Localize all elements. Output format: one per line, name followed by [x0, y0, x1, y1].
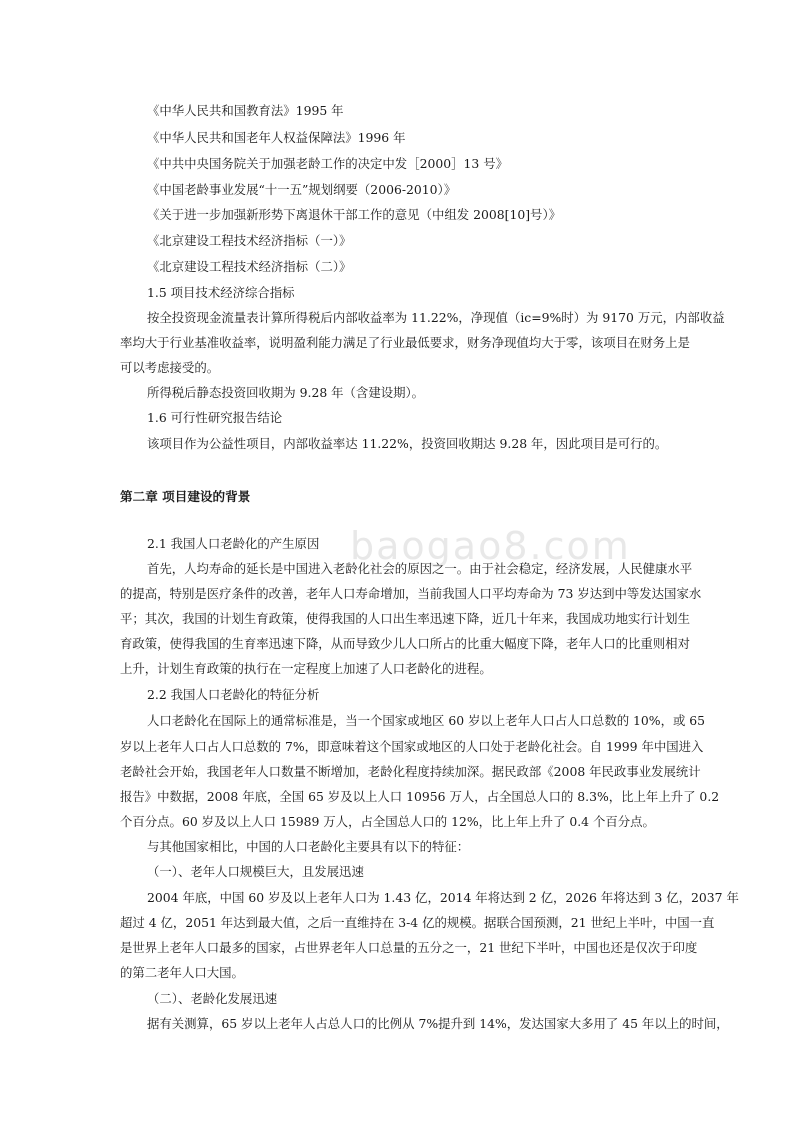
paragraph-line: 按全投资现金流量表计算所得税后内部收益率为 11.22%，净现值（ic=9%时）为 9170 万元，内部收益 [147, 310, 725, 325]
paragraph-line: 平；其次，我国的计划生育政策，使得我国的人口出生率迅速下降，近几十年来，我国成功地实行计划生 [120, 611, 690, 626]
section-title: 2.1 我国人口老龄化的产生原因 [147, 536, 320, 551]
paragraph-line: 超过 4 亿，2051 年达到最大值，之后一直维持在 3-4 亿的规模。据联合国预测，21 世纪上半叶，中国一直 [120, 915, 715, 930]
section-title: 2.2 我国人口老龄化的特征分析 [147, 687, 320, 702]
chapter-title: 第二章 项目建设的背景 [120, 489, 251, 504]
paragraph-line: 育政策，使得我国的生育率迅速下降，从而导致少儿人口所占的比重大幅度下降，老年人口的比重则相对 [120, 636, 690, 651]
watermark: baogao8.com [350, 524, 631, 568]
paragraph-line: 的第二老年人口大国。 [120, 965, 244, 980]
paragraph-line: 老龄社会开始，我国老年人口数量不断增加，老龄化程度持续加深。据民政部《2008 年民政事业发展统计 [120, 764, 701, 779]
paragraph-line: 人口老龄化在国际上的通常标准是，当一个国家或地区 60 岁以上老年人口占人口总数的 10%，或 65 [147, 713, 706, 728]
paragraph-line: 该项目作为公益性项目，内部收益率达 11.22%，投资回收期达 9.28 年，因此项目是可行的。 [147, 436, 668, 451]
paragraph-line: 据有关测算，65 岁以上老年人占总人口的比例从 7%提升到 14%，发达国家大多用了 45 年以上的时间， [147, 1016, 729, 1031]
paragraph-line: 首先，人均寿命的延长是中国进入老龄化社会的原因之一。由于社会稳定，经济发展，人民健康水平 [147, 561, 693, 576]
paragraph-line: 的提高，特别是医疗条件的改善，老年人口寿命增加，当前我国人口平均寿命为 73 岁达到中等发达国家水 [120, 586, 702, 601]
paragraph-line: 岁以上老年人口占人口总数的 7%，即意味着这个国家或地区的人口处于老龄化社会。自 1999 年中国进入 [120, 739, 704, 754]
paragraph-line: 率均大于行业基准收益率，说明盈利能力满足了行业最低要求，财务净现值均大于零，该项目在财务上是 [120, 335, 690, 350]
law-reference: 《北京建设工程技术经济指标（二）》 [147, 259, 352, 274]
paragraph-line: 报告》中数据，2008 年底，全国 65 岁及以上人口 10956 万人，占全国总人口的 8.3%，比上年上升了 0.2 [120, 789, 720, 804]
law-reference: 《中华人民共和国老年人权益保障法》1996 年 [147, 130, 406, 145]
law-reference: 《关于进一步加强新形势下离退休干部工作的意见（中组发 2008[10]号）》 [147, 207, 562, 222]
paragraph-line: 2004 年底，中国 60 岁及以上老年人口为 1.43 亿，2014 年将达到 2 亿，2026 年将达到 3 亿，2037 年 [147, 890, 739, 905]
paragraph-line: 与其他国家相比，中国的人口老龄化主要具有以下的特征： [147, 839, 470, 854]
law-reference: 《中共中央国务院关于加强老龄工作的决定中发［2000］13 号》 [147, 156, 509, 171]
list-item: （二）、老龄化发展迅速 [147, 991, 278, 1006]
law-reference: 《北京建设工程技术经济指标（一）》 [147, 233, 352, 248]
paragraph-line: 所得税后静态投资回收期为 9.28 年（含建设期）。 [147, 385, 425, 400]
section-title: 1.5 项目技术经济综合指标 [147, 285, 295, 300]
law-reference: 《中国老龄事业发展“十一五”规划纲要（2006-2010）》 [147, 182, 457, 197]
paragraph-line: 上升，计划生育政策的执行在一定程度上加速了人口老龄化的进程。 [120, 661, 492, 676]
paragraph-line: 个百分点。60 岁及以上人口 15989 万人，占全国总人口的 12%，比上年上升了 0.4 个百分点。 [120, 814, 655, 829]
paragraph-line: 是世界上老年人口最多的国家，占世界老年人口总量的五分之一，21 世纪下半叶，中国也还是仅次于印度 [120, 940, 698, 955]
law-reference: 《中华人民共和国教育法》1995 年 [147, 103, 344, 118]
paragraph-line: 可以考虑接受的。 [120, 360, 220, 375]
list-item: （一）、老年人口规模巨大，且发展迅速 [147, 864, 364, 879]
section-title: 1.6 可行性研究报告结论 [147, 410, 283, 425]
